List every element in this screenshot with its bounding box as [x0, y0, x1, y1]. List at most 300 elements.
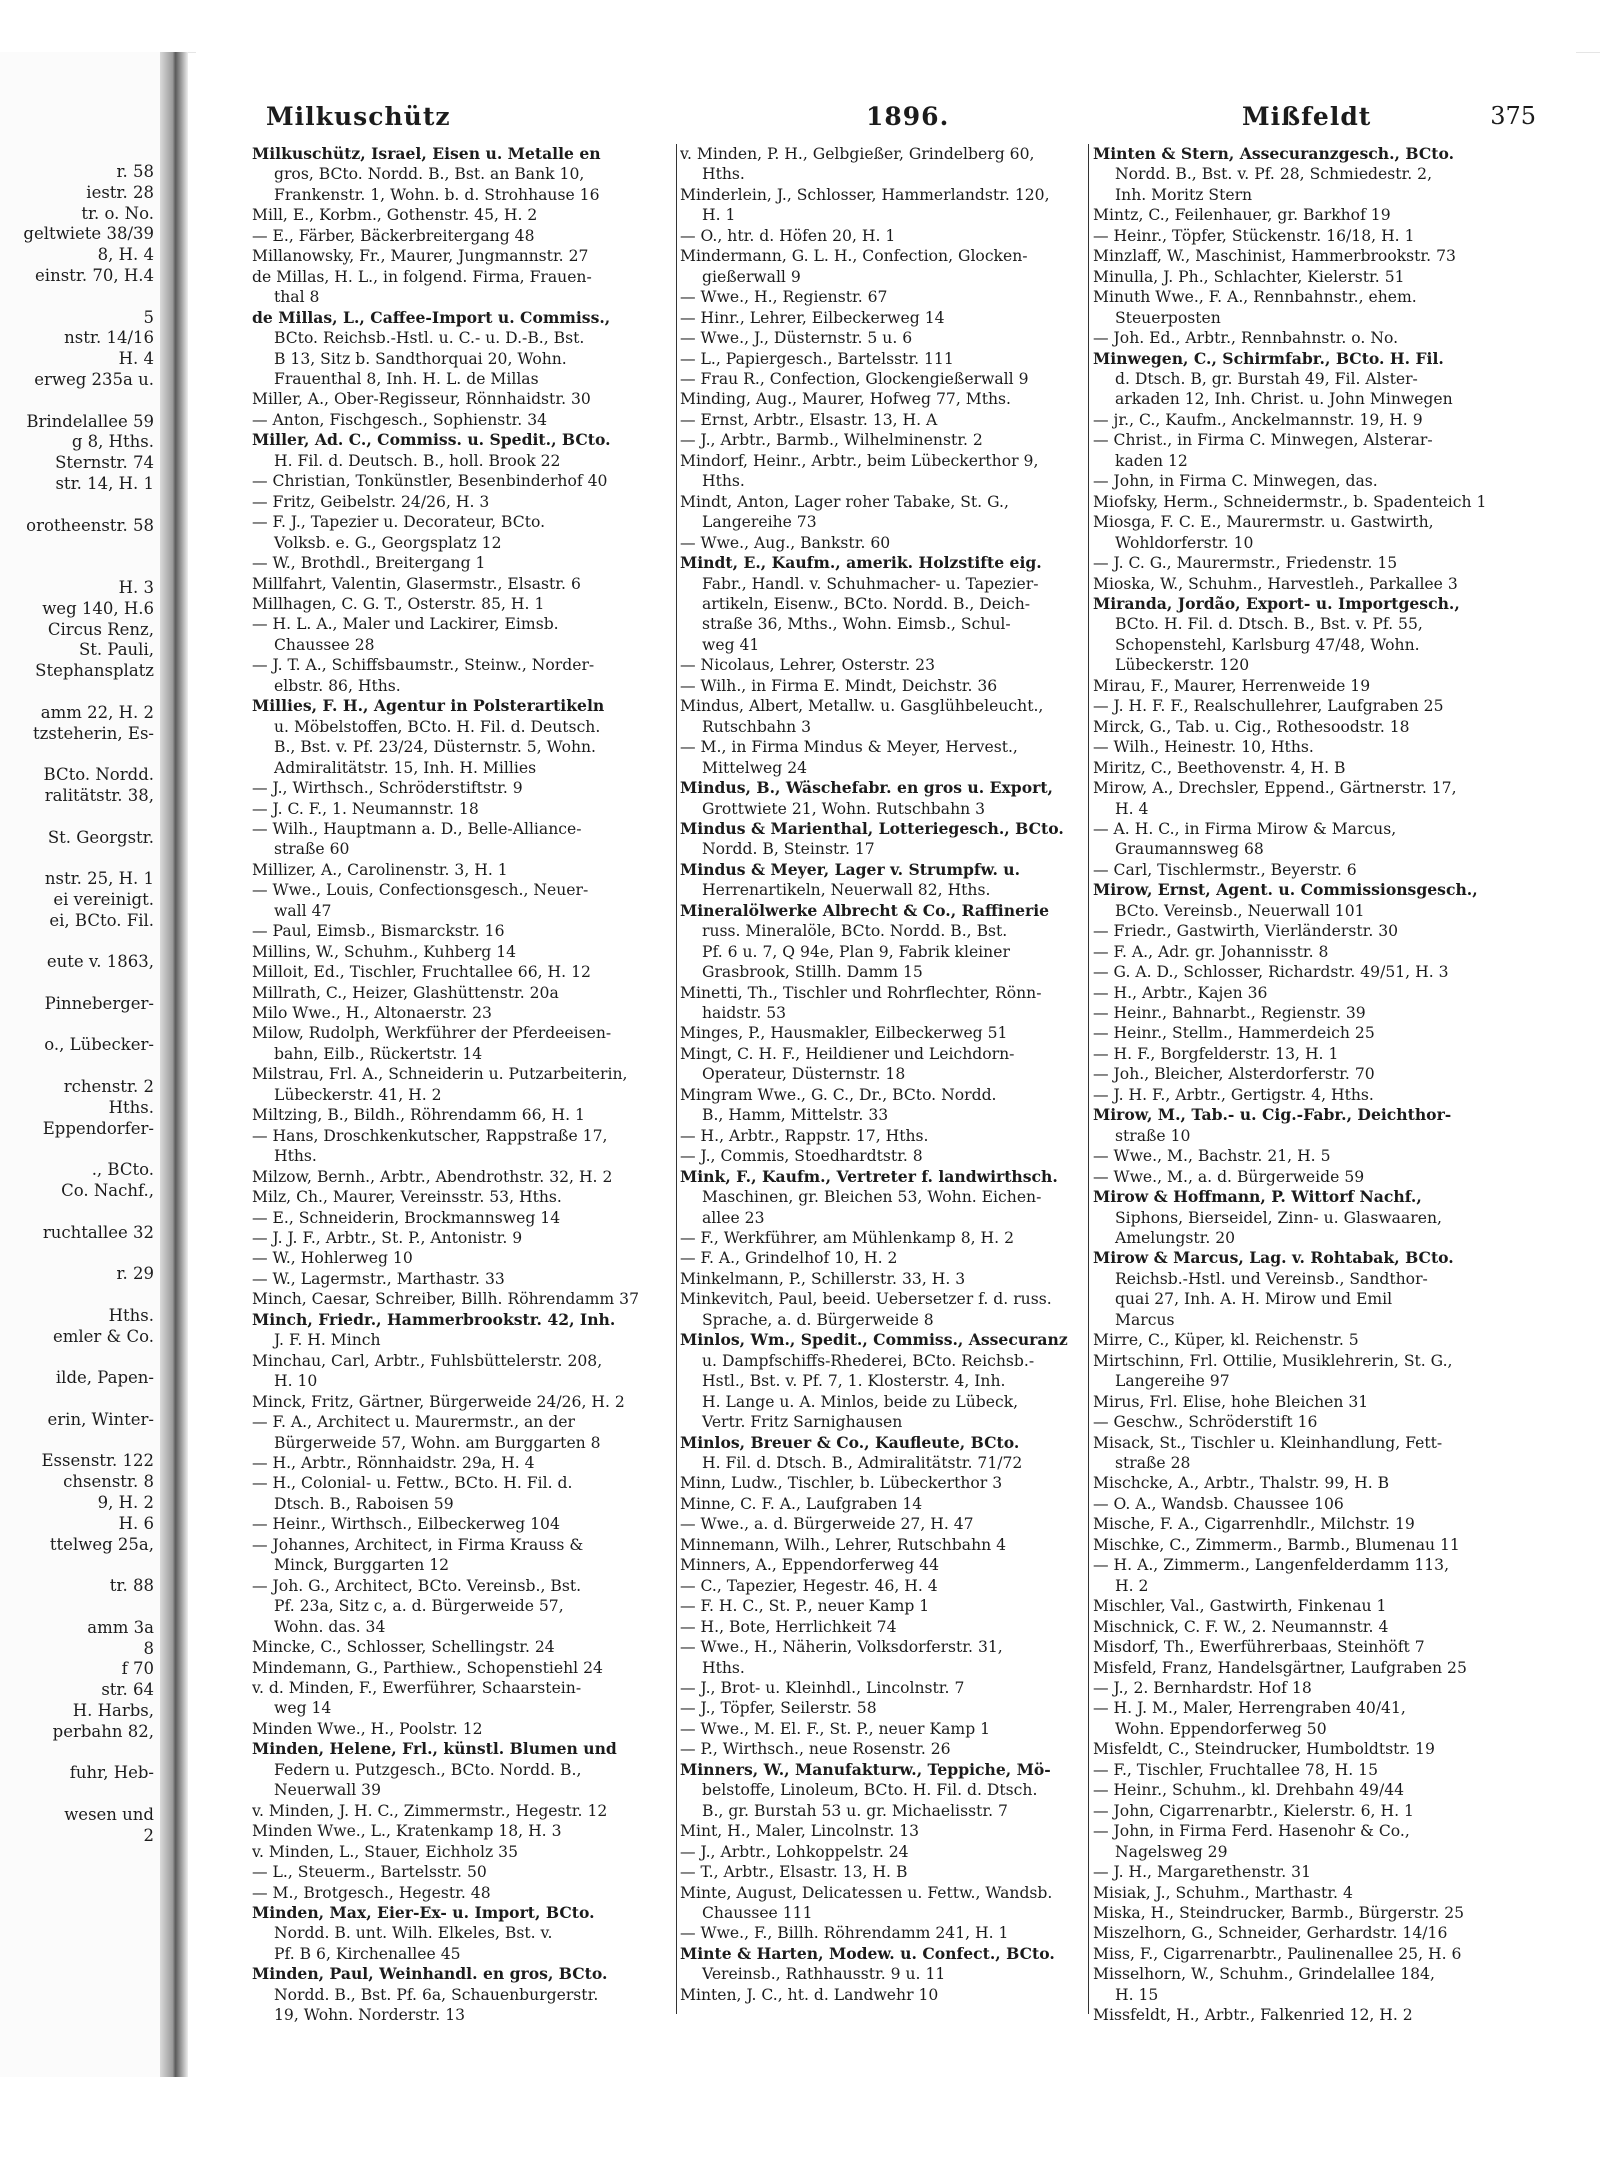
column-rule-1 [676, 144, 677, 2014]
directory-entry-line: Maschinen, gr. Bleichen 53, Wohn. Eichen- [702, 1188, 1042, 1207]
facing-page-line [0, 557, 158, 578]
directory-entry-line: Milzow, Bernh., Arbtr., Abendrothstr. 32, H. 2 [252, 1167, 613, 1186]
directory-entry-line: wall 47 [274, 901, 332, 920]
directory-entry-line: H. 2 [1115, 1576, 1149, 1595]
directory-entry-line: Pf. 6 u. 7, Q 94e, Plan 9, Fabrik kleiner [702, 942, 1010, 961]
facing-page-line [0, 1431, 158, 1452]
directory-entry-line: Mint, H., Maler, Lincolnstr. 13 [680, 1822, 920, 1841]
directory-entry-line: — Nicolaus, Lehrer, Osterstr. 23 [680, 656, 936, 675]
directory-entry-line: Minte, August, Delicatessen u. Fettw., Wandsb. [680, 1883, 1053, 1902]
directory-entry-line: de Millas, L., Caffee-Import u. Commiss., [252, 307, 611, 327]
directory-entry-line: BCto. Vereinsb., Neuerwall 101 [1115, 901, 1365, 920]
directory-entry-line: Minne, C. F. A., Laufgraben 14 [680, 1494, 923, 1513]
facing-page-line: einstr. 70, H.4 [35, 265, 154, 285]
directory-entry-line: v. d. Minden, F., Ewerführer, Schaarstein- [252, 1678, 582, 1697]
directory-entry-line: Minden, Paul, Weinhandl. en gros, BCto. [252, 1964, 608, 1984]
directory-entry-line: Miosga, F. C. E., Maurermstr. u. Gastwirth, [1093, 513, 1434, 532]
directory-entry-line: Mindt, Anton, Lager roher Tabake, St. G., [680, 492, 1009, 511]
facing-page-line: erweg 235a u. [34, 369, 154, 389]
directory-entry-line: — F. J., Tapezier u. Decorateur, BCto. [252, 513, 546, 532]
facing-page-line: Hths. [108, 1305, 154, 1325]
directory-entry-line: Hstl., Bst. v. Pf. 7, 1. Klosterstr. 4, Inh. [702, 1372, 1006, 1391]
directory-entry-line: — Wwe., H., Regienstr. 67 [680, 288, 888, 307]
facing-page-line [0, 848, 158, 869]
directory-entry-line: — W., Brothdl., Breitergang 1 [252, 554, 486, 573]
directory-entry-line: — Ernst, Arbtr., Elsastr. 13, H. A [680, 410, 938, 429]
directory-entry-line: — Paul, Eimsb., Bismarckstr. 16 [252, 922, 505, 941]
directory-entry-line: Volksb. e. G., Georgsplatz 12 [274, 533, 502, 552]
facing-page-line: r. 29 [116, 1264, 154, 1284]
facing-page-line [0, 931, 158, 952]
facing-page-line [0, 1597, 158, 1618]
facing-page-line: Brindelallee 59 [26, 411, 154, 431]
directory-entry-line: — W., Lagermstr., Marthastr. 33 [252, 1269, 505, 1288]
directory-entry-line: Mirow, M., Tab.- u. Cig.-Fabr., Deichthor- [1093, 1105, 1452, 1125]
directory-entry-line: — J., Arbtr., Lohkoppelstr. 24 [680, 1842, 909, 1861]
directory-entry-line: Millrath, C., Heizer, Glashüttenstr. 20a [252, 983, 559, 1002]
directory-entry-line: Miller, Ad. C., Commiss. u. Spedit., BCto. [252, 430, 611, 450]
directory-entry-line: Mittelweg 24 [702, 758, 808, 777]
facing-page-line: rchenstr. 2 [63, 1077, 154, 1097]
directory-entry-line: — F. A., Grindelhof 10, H. 2 [680, 1249, 898, 1268]
facing-page-line [0, 1389, 158, 1410]
directory-entry-line: — T., Arbtr., Elsastr. 13, H. B [680, 1863, 908, 1882]
page-number: 375 [1490, 102, 1536, 130]
facing-page-line: ruchtallee 32 [42, 1222, 154, 1242]
directory-entry-line: Minden, Helene, Frl., künstl. Blumen und [252, 1739, 617, 1759]
directory-entry-line: — Wilh., in Firma E. Mindt, Deichstr. 36 [680, 676, 998, 695]
directory-entry-line: Misiak, J., Schuhm., Marthastr. 4 [1093, 1883, 1353, 1902]
directory-entry-line: Minulla, J. Ph., Schlachter, Kielerstr. 51 [1093, 267, 1405, 286]
directory-entry-line: — Heinr., Wirthsch., Eilbeckerweg 104 [252, 1515, 560, 1534]
directory-entry-line: H. Fil. d. Deutsch. B., holl. Brook 22 [274, 451, 561, 470]
directory-entry-line: Inh. Moritz Stern [1115, 185, 1253, 204]
directory-entry-line: Minderlein, J., Schlosser, Hammerlandstr. 120, [680, 185, 1050, 204]
directory-entry-line: — O. A., Wandsb. Chaussee 106 [1093, 1494, 1344, 1513]
directory-entry-line: artikeln, Eisenw., BCto. Nordd. B., Deich- [702, 594, 1031, 613]
directory-entry-line: Chaussee 111 [702, 1903, 813, 1922]
directory-entry-line: Minkevitch, Paul, beeid. Uebersetzer f. d. russ. [680, 1290, 1052, 1309]
directory-entry-line: — F., Tischler, Fruchtallee 78, H. 15 [1093, 1760, 1379, 1779]
directory-column-3 [1093, 144, 1521, 2026]
directory-entry-line: straße 60 [274, 840, 350, 859]
directory-entry-line: — Heinr., Töpfer, Stückenstr. 16/18, H. 1 [1093, 226, 1415, 245]
directory-entry-line: — W., Hohlerweg 10 [252, 1249, 413, 1268]
directory-entry-line: Minlos, Breuer & Co., Kaufleute, BCto. [680, 1432, 1020, 1452]
directory-entry-line: bahn, Eilb., Rückertstr. 14 [274, 1044, 483, 1063]
facing-page-line: 8 [143, 1638, 154, 1658]
facing-page-line: tr. 88 [109, 1576, 154, 1596]
directory-entry-line: Minkelmann, P., Schillerstr. 33, H. 3 [680, 1269, 966, 1288]
directory-entry-line: Miszelhorn, G., Schneider, Gerhardstr. 14/16 [1093, 1924, 1448, 1943]
directory-entry-line: Mincke, C., Schlosser, Schellingstr. 24 [252, 1638, 555, 1657]
directory-entry-line: Misfeld, Franz, Handelsgärtner, Laufgraben 25 [1093, 1658, 1467, 1677]
facing-page-line: iestr. 28 [86, 182, 154, 202]
directory-entry-line: — H., Colonial- u. Fettw., BCto. H. Fil. d. [252, 1474, 573, 1493]
directory-entry-line: — H. A., Zimmerm., Langenfelderdamm 113, [1093, 1556, 1450, 1575]
directory-entry-line: kaden 12 [1115, 451, 1188, 470]
facing-page-line: H. 4 [118, 349, 154, 369]
directory-entry-line: Mirow & Hoffmann, P. Wittorf Nachf., [1093, 1187, 1422, 1207]
header-last-entry: Mißfeldt [1242, 102, 1372, 131]
facing-page-line: St. Georgstr. [47, 827, 154, 847]
facing-page-line [0, 1743, 158, 1764]
directory-entry-line: — J. H. F. F., Realschullehrer, Laufgraben 25 [1093, 697, 1444, 716]
directory-entry-line: — E., Schneiderin, Brockmannsweg 14 [252, 1208, 561, 1227]
directory-entry-line: — Christ., in Firma C. Minwegen, Alsterar- [1093, 431, 1433, 450]
directory-entry-line: Grottwiete 21, Wohn. Rutschbahn 3 [702, 799, 986, 818]
directory-entry-line: — J., Töpfer, Seilerstr. 58 [680, 1699, 877, 1718]
directory-entry-line: — J., Commis, Stoedhardtstr. 8 [680, 1147, 923, 1166]
directory-entry-line: — Johannes, Architect, in Firma Krauss & [252, 1535, 584, 1554]
directory-entry-line: haidstr. 53 [702, 1004, 787, 1023]
facing-page-line [0, 1139, 158, 1160]
facing-page-line: H. Harbs, [72, 1700, 154, 1720]
book-gutter [160, 52, 188, 2077]
facing-page-line: ei vereinigt. [53, 889, 154, 909]
directory-entry-line: Miranda, Jordão, Export- u. Importgesch., [1093, 593, 1460, 613]
directory-entry-line: Mindermann, G. L. H., Confection, Glocken- [680, 247, 1028, 266]
directory-entry-line: u. Dampfschiffs-Rhederei, BCto. Reichsb.- [702, 1351, 1035, 1370]
facing-page-line: emler & Co. [52, 1326, 154, 1346]
directory-entry-line: Vereinsb., Rathhausstr. 9 u. 11 [702, 1965, 946, 1984]
facing-page-line: amm 3a [87, 1617, 154, 1637]
directory-entry-line: — Wwe., M., Bachstr. 21, H. 5 [1093, 1147, 1331, 1166]
directory-entry-line: Mindus, B., Wäschefabr. en gros u. Export, [680, 778, 1053, 798]
directory-entry-line: Mindus & Marienthal, Lotteriegesch., BCto. [680, 818, 1064, 838]
directory-entry-line: Minges, P., Hausmakler, Eilbeckerweg 51 [680, 1024, 1008, 1043]
directory-entry-line: Mindorf, Heinr., Arbtr., beim Lübeckerthor 9, [680, 451, 1039, 470]
directory-entry-line: — Joh., Bleicher, Alsterdorferstr. 70 [1093, 1065, 1375, 1084]
directory-entry-line: — Heinr., Schuhm., kl. Drehbahn 49/44 [1093, 1781, 1405, 1800]
directory-entry-line: — H. L. A., Maler und Lackirer, Eimsb. [252, 615, 559, 634]
directory-column-1 [252, 144, 670, 2026]
directory-entry-line: Sprache, a. d. Bürgerweide 8 [702, 1310, 934, 1329]
directory-entry-line: — A. H. C., in Firma Mirow & Marcus, [1093, 819, 1397, 838]
directory-entry-line: gros, BCto. Nordd. B., Bst. an Bank 10, [274, 165, 585, 184]
directory-entry-line: Lübeckerstr. 41, H. 2 [274, 1085, 442, 1104]
directory-entry-line: — H., Arbtr., Rappstr. 17, Hths. [680, 1126, 929, 1145]
directory-entry-line: Missfeldt, H., Arbtr., Falkenried 12, H. 2 [1093, 2006, 1413, 2025]
directory-entry-line: — H., Arbtr., Kajen 36 [1093, 983, 1268, 1002]
directory-entry-line: — Wilh., Heinestr. 10, Hths. [1093, 738, 1314, 757]
directory-entry-line: Graumannsweg 68 [1115, 840, 1264, 859]
facing-page-line [0, 495, 158, 516]
directory-entry-line: — O., htr. d. Höfen 20, H. 1 [680, 226, 896, 245]
directory-entry-line: — Wwe., Louis, Confectionsgesch., Neuer- [252, 881, 589, 900]
directory-entry-line: — Wwe., Aug., Bankstr. 60 [680, 533, 891, 552]
directory-entry-line: u. Möbelstoffen, BCto. H. Fil. d. Deutsch. [274, 717, 601, 736]
directory-entry-line: Steuerposten [1115, 308, 1221, 327]
directory-entry-line: Nordd. B. unt. Wilh. Elkeles, Bst. v. [274, 1924, 553, 1943]
directory-entry-line: — Wwe., M., a. d. Bürgerweide 59 [1093, 1167, 1365, 1186]
directory-entry-line: — J., 2. Bernhardstr. Hof 18 [1093, 1678, 1312, 1697]
directory-entry-line: — J., Wirthsch., Schröderstiftstr. 9 [252, 779, 523, 798]
directory-entry-line: — John, Cigarrenarbtr., Kielerstr. 6, H. 1 [1093, 1801, 1414, 1820]
directory-entry-line: Mirus, Frl. Elise, hohe Bleichen 31 [1093, 1392, 1369, 1411]
header-year: 1896. [866, 102, 950, 131]
directory-entry-line: H. 15 [1115, 1985, 1159, 2004]
directory-entry-line: Marcus [1115, 1310, 1175, 1329]
directory-entry-line: Millanowsky, Fr., Maurer, Jungmannstr. 27 [252, 247, 589, 266]
directory-entry-line: Minwegen, C., Schirmfabr., BCto. H. Fil. [1093, 348, 1444, 368]
directory-entry-line: Dtsch. B., Raboisen 59 [274, 1494, 454, 1513]
directory-entry-line: Minte & Harten, Modew. u. Confect., BCto. [680, 1943, 1055, 1963]
directory-page [196, 52, 1576, 2082]
facing-page [0, 52, 160, 2077]
directory-entry-line: — J. H. F., Arbtr., Gertigstr. 4, Hths. [1093, 1085, 1374, 1104]
directory-entry-line: Neuerwall 39 [274, 1781, 382, 1800]
facing-page-line: g 8, Hths. [71, 432, 154, 452]
facing-page-line: chsenstr. 8 [63, 1472, 154, 1492]
directory-entry-line: — J., Arbtr., Barmb., Wilhelminenstr. 2 [680, 431, 983, 450]
directory-entry-line: — F. A., Adr. gr. Johannisstr. 8 [1093, 942, 1329, 961]
directory-entry-line: J. F. H. Minch [274, 1331, 381, 1350]
directory-entry-line: Minuth Wwe., F. A., Rennbahnstr., ehem. [1093, 288, 1417, 307]
facing-page-line [0, 1202, 158, 1223]
directory-entry-line: Grasbrook, Stillh. Damm 15 [702, 963, 923, 982]
directory-entry-line: B., Bst. v. Pf. 23/24, Düsternstr. 5, Wohn. [274, 738, 597, 757]
directory-entry-line: Amelungstr. 20 [1115, 1229, 1236, 1248]
facing-page-line: wesen und [64, 1804, 154, 1824]
directory-entry-line: Lübeckerstr. 120 [1115, 656, 1250, 675]
scan-bottom-margin [0, 2077, 1600, 2177]
directory-entry-line: — Geschw., Schröderstift 16 [1093, 1413, 1318, 1432]
directory-entry-line: Minners, W., Manufakturw., Teppiche, Mö- [680, 1759, 1051, 1779]
facing-page-line [0, 682, 158, 703]
directory-entry-line: allee 23 [702, 1208, 765, 1227]
directory-entry-line: Mineralölwerke Albrecht & Co., Raffinerie [680, 900, 1050, 920]
directory-entry-line: — F., Werkführer, am Mühlenkamp 8, H. 2 [680, 1229, 1014, 1248]
directory-entry-line: Reichsb.-Hstl. und Vereinsb., Sandthor- [1115, 1269, 1428, 1288]
header-first-entry: Milkuschütz [266, 102, 451, 131]
directory-entry-line: Mindus & Meyer, Lager v. Strumpfw. u. [680, 859, 1021, 879]
facing-page-line: nstr. 14/16 [64, 328, 154, 348]
directory-entry-line: Admiralitätstr. 15, Inh. H. Millies [274, 758, 537, 777]
directory-entry-line: — jr., C., Kaufm., Anckelmannstr. 19, H. 9 [1093, 410, 1423, 429]
directory-entry-line: Hths. [274, 1147, 317, 1166]
directory-entry-line: — G. A. D., Schlosser, Richardstr. 49/51, H. 3 [1093, 963, 1449, 982]
directory-entry-line: Millins, W., Schuhm., Kuhberg 14 [252, 942, 517, 961]
directory-entry-line: v. Minden, L., Stauer, Eichholz 35 [252, 1842, 519, 1861]
facing-page-line [0, 1347, 158, 1368]
directory-entry-line: straße 36, Mths., Wohn. Eimsb., Schul- [702, 615, 1011, 634]
directory-entry-line: — Wwe., J., Düsternstr. 5 u. 6 [680, 329, 913, 348]
directory-entry-line: russ. Mineralöle, BCto. Nordd. B., Bst. [702, 922, 1008, 941]
directory-entry-line: Mindemann, G., Parthiew., Schopenstiehl 24 [252, 1658, 603, 1677]
directory-entry-line: Mirow, Ernst, Agent. u. Commissionsgesch., [1093, 880, 1478, 900]
directory-entry-line: Minners, A., Eppendorferweg 44 [680, 1556, 940, 1575]
directory-entry-line: Mirtschinn, Frl. Ottilie, Musiklehrerin, St. G., [1093, 1351, 1453, 1370]
directory-entry-line: Mirau, F., Maurer, Herrenweide 19 [1093, 676, 1371, 695]
directory-entry-line: v. Minden, J. H. C., Zimmermstr., Hegestr. 12 [252, 1801, 608, 1820]
directory-entry-line: Minding, Aug., Maurer, Hofweg 77, Mths. [680, 390, 1011, 409]
facing-page-line: f 70 [121, 1659, 154, 1679]
facing-page-line: ., BCto. [91, 1160, 154, 1180]
directory-entry-line: Mischke, C., Zimmerm., Barmb., Blumenau 11 [1093, 1535, 1460, 1554]
directory-entry-line: Miofsky, Herm., Schneidermstr., b. Spadenteich 1 [1093, 492, 1487, 511]
facing-page-line: Pinneberger- [44, 993, 154, 1013]
directory-entry-line: weg 14 [274, 1699, 332, 1718]
directory-entry-line: Mingram Wwe., G. C., Dr., BCto. Nordd. [680, 1085, 997, 1104]
directory-entry-line: Mischnick, C. F. W., 2. Neumannstr. 4 [1093, 1617, 1389, 1636]
facing-page-line: Stephansplatz [35, 661, 154, 681]
directory-entry-line: — J. J. F., Arbtr., St. P., Antonistr. 9 [252, 1229, 523, 1248]
facing-page-line [0, 807, 158, 828]
facing-page-line: H. 6 [118, 1513, 154, 1533]
directory-entry-line: Misack, St., Tischler u. Kleinhandlung, Fett- [1093, 1433, 1443, 1452]
facing-page-text-fragments [0, 162, 158, 1847]
directory-entry-line: — John, in Firma Ferd. Hasenohr & Co., [1093, 1822, 1410, 1841]
directory-entry-line: Mingt, C. H. F., Heildiener und Leichdorn- [680, 1044, 1015, 1063]
directory-entry-line: Minchau, Carl, Arbtr., Fuhlsbüttelerstr. 208, [252, 1351, 603, 1370]
directory-entry-line: Hths. [702, 472, 745, 491]
directory-entry-line: Mische, F. A., Cigarrenhdlr., Milchstr. 19 [1093, 1515, 1415, 1534]
directory-entry-line: Schopenstehl, Karlsburg 47/48, Wohn. [1115, 635, 1420, 654]
facing-page-line [0, 1784, 158, 1805]
facing-page-line: St. Pauli, [78, 640, 154, 660]
facing-page-line: fuhr, Heb- [69, 1763, 154, 1783]
facing-page-line: amm 22, H. 2 [40, 702, 154, 722]
directory-entry-line: Millies, F. H., Agentur in Polsterartikeln [252, 696, 605, 716]
directory-entry-line: Bürgerweide 57, Wohn. am Burggarten 8 [274, 1433, 601, 1452]
directory-entry-line: — Joh. Ed., Arbtr., Rennbahnstr. o. No. [1093, 329, 1399, 348]
directory-entry-line: H. 4 [1115, 799, 1149, 818]
directory-entry-line: Milkuschütz, Israel, Eisen u. Metalle en [252, 144, 601, 163]
facing-page-line: ttelweg 25a, [49, 1534, 154, 1554]
directory-entry-line: — J. T. A., Schiffsbaumstr., Steinw., Norder- [252, 656, 595, 675]
facing-page-line: eute v. 1863, [46, 952, 154, 972]
directory-entry-line: — L., Steuerm., Bartelsstr. 50 [252, 1863, 487, 1882]
directory-entry-line: Miritz, C., Beethovenstr. 4, H. B [1093, 758, 1346, 777]
directory-entry-line: — Heinr., Bahnarbt., Regienstr. 39 [1093, 1004, 1366, 1023]
directory-entry-line: Minnemann, Wilh., Lehrer, Rutschbahn 4 [680, 1535, 1007, 1554]
directory-entry-line: Minch, Caesar, Schreiber, Billh. Röhrendamm 37 [252, 1290, 640, 1309]
directory-entry-line: straße 10 [1115, 1126, 1191, 1145]
facing-page-line [0, 1015, 158, 1036]
facing-page-line: BCto. Nordd. [43, 765, 154, 785]
directory-entry-line: Minden Wwe., H., Poolstr. 12 [252, 1719, 483, 1738]
directory-entry-line: Minten, J. C., ht. d. Landwehr 10 [680, 1985, 939, 2004]
directory-entry-line: v. Minden, P. H., Gelbgießer, Grindelberg 60, [680, 145, 1035, 163]
directory-entry-line: Miller, A., Ober-Regisseur, Rönnhaidstr. 30 [252, 390, 591, 409]
directory-entry-line: de Millas, H. L., in folgend. Firma, Frauen- [252, 267, 592, 286]
facing-page-line: Essenstr. 122 [41, 1451, 154, 1471]
directory-entry-line: Milo Wwe., H., Altonaerstr. 23 [252, 1004, 492, 1023]
directory-entry-line: Mischcke, A., Arbtr., Thalstr. 99, H. B [1093, 1474, 1390, 1493]
directory-entry-line: Siphons, Bierseidel, Zinn- u. Glaswaaren, [1115, 1208, 1442, 1227]
directory-entry-line: — Fritz, Geibelstr. 24/26, H. 3 [252, 492, 490, 511]
directory-entry-line: — Wwe., a. d. Bürgerweide 27, H. 47 [680, 1515, 974, 1534]
facing-page-line: geltwiete 38/39 [23, 224, 154, 244]
facing-page-line: ralitätstr. 38, [44, 785, 154, 805]
directory-entry-line: B 13, Sitz b. Sandthorquai 20, Wohn. [274, 349, 567, 368]
directory-entry-line: — Frau R., Confection, Glockengießerwall 9 [680, 369, 1029, 388]
directory-entry-line: Milow, Rudolph, Werkführer der Pferdeeisen- [252, 1024, 612, 1043]
directory-entry-line: Milstrau, Frl. A., Schneiderin u. Putzarbeiterin, [252, 1065, 628, 1084]
facing-page-line: ei, BCto. Fil. [49, 910, 154, 930]
directory-entry-line: Wohldorferstr. 10 [1115, 533, 1254, 552]
directory-entry-line: Miska, H., Steindrucker, Barmb., Bürgerstr. 25 [1093, 1903, 1465, 1922]
directory-entry-line: — H. F., Borgfelderstr. 13, H. 1 [1093, 1044, 1339, 1063]
facing-page-line [0, 1285, 158, 1306]
directory-entry-line: Mioska, W., Schuhm., Harvestleh., Parkallee 3 [1093, 574, 1458, 593]
directory-entry-line: Nagelsweg 29 [1115, 1842, 1228, 1861]
facing-page-line [0, 1243, 158, 1264]
directory-entry-line: B., gr. Burstah 53 u. gr. Michaelisstr. 7 [702, 1801, 1008, 1820]
directory-entry-line: Misdorf, Th., Ewerführerbaas, Steinhöft 7 [1093, 1638, 1425, 1657]
directory-entry-line: Minetti, Th., Tischler und Rohrflechter, Rönn- [680, 983, 1042, 1002]
directory-entry-line: Langereihe 97 [1115, 1372, 1230, 1391]
directory-entry-line: Vertr. Fritz Sarnighausen [702, 1413, 903, 1432]
directory-entry-line: Mintz, C., Feilenhauer, gr. Barkhof 19 [1093, 206, 1391, 225]
directory-entry-line: B., Hamm, Mittelstr. 33 [702, 1106, 889, 1125]
directory-entry-line: Frauenthal 8, Inh. H. L. de Millas [274, 369, 539, 388]
running-header [266, 102, 1556, 138]
directory-entry-line: — M., in Firma Mindus & Meyer, Hervest., [680, 738, 1018, 757]
directory-entry-line: Mirow & Marcus, Lag. v. Rohtabak, BCto. [1093, 1248, 1454, 1268]
directory-entry-line: Miss, F., Cigarrenarbtr., Paulinenallee 25, H. 6 [1093, 1944, 1462, 1963]
directory-entry-line: H. Fil. d. Dtsch. B., Admiralitätstr. 71/72 [702, 1454, 1023, 1472]
directory-entry-line: Minden, Max, Eier-Ex- u. Import, BCto. [252, 1902, 595, 1922]
directory-entry-line: Mirck, G., Tab. u. Cig., Rothesoodstr. 18 [1093, 717, 1410, 736]
directory-entry-line: — Christian, Tonkünstler, Besenbinderhof 40 [252, 472, 608, 491]
facing-page-line: Co. Nachf., [61, 1181, 154, 1201]
directory-entry-line: Minch, Friedr., Hammerbrookstr. 42, Inh. [252, 1309, 616, 1329]
directory-entry-line: — Wilh., Hauptmann a. D., Belle-Alliance- [252, 819, 582, 838]
directory-entry-line: BCto. Reichsb.-Hstl. u. C.- u. D.-B., Bst. [274, 329, 585, 348]
directory-entry-line: — Carl, Tischlermstr., Beyerstr. 6 [1093, 860, 1357, 879]
directory-entry-line: Mill, E., Korbm., Gothenstr. 45, H. 2 [252, 206, 538, 225]
facing-page-line: Sternstr. 74 [55, 453, 154, 473]
facing-page-line: tr. o. No. [81, 203, 154, 223]
directory-entry-line: weg 41 [702, 635, 760, 654]
directory-entry-line: d. Dtsch. B, gr. Burstah 49, Fil. Alster- [1115, 369, 1418, 388]
facing-page-line: 2 [143, 1825, 154, 1845]
directory-entry-line: — H. J. M., Maler, Herrengraben 40/41, [1093, 1699, 1406, 1718]
facing-page-line: Eppendorfer- [42, 1118, 154, 1138]
directory-entry-line: 19, Wohn. Norderstr. 13 [274, 2006, 466, 2025]
directory-entry-line: Nordd. B., Bst. Pf. 6a, Schauenburgerstr. [274, 1985, 599, 2004]
directory-entry-line: Mindus, Albert, Metallw. u. Gasglühbeleucht., [680, 697, 1044, 716]
directory-entry-line: Mink, F., Kaufm., Vertreter f. landwirthsch. [680, 1166, 1058, 1186]
facing-page-line [0, 1555, 158, 1576]
directory-entry-line: Pf. B 6, Kirchenallee 45 [274, 1944, 461, 1963]
directory-entry-line: quai 27, Inh. A. H. Mirow und Emil [1115, 1290, 1393, 1309]
directory-entry-line: thal 8 [274, 288, 320, 307]
directory-entry-line: gießerwall 9 [702, 267, 801, 286]
directory-entry-line: Pf. 23a, Sitz c, a. d. Bürgerweide 57, [274, 1597, 564, 1616]
directory-entry-line: Miltzing, B., Bildh., Röhrendamm 66, H. 1 [252, 1106, 585, 1125]
directory-entry-line: Frankenstr. 1, Wohn. b. d. Strohhause 16 [274, 185, 600, 204]
directory-entry-line: — J. C. G., Maurermstr., Friedenstr. 15 [1093, 554, 1398, 573]
facing-page-line: Hths. [108, 1097, 154, 1117]
directory-entry-line: Langereihe 73 [702, 513, 817, 532]
directory-entry-line: Rutschbahn 3 [702, 717, 812, 736]
directory-entry-line: Milz, Ch., Maurer, Vereinsstr. 53, Hths. [252, 1188, 562, 1207]
directory-entry-line: BCto. H. Fil. d. Dtsch. B., Bst. v. Pf. 55, [1115, 615, 1423, 634]
directory-entry-line: Millfahrt, Valentin, Glasermstr., Elsastr. 6 [252, 574, 581, 593]
directory-entry-line: — J., Brot- u. Kleinhdl., Lincolnstr. 7 [680, 1678, 965, 1697]
directory-entry-line: Millhagen, C. G. T., Osterstr. 85, H. 1 [252, 594, 545, 613]
facing-page-line: nstr. 25, H. 1 [44, 869, 154, 889]
facing-page-line: tzsteherin, Es- [33, 723, 154, 743]
directory-entry-line: Operateur, Düsternstr. 18 [702, 1065, 906, 1084]
facing-page-line [0, 287, 158, 308]
directory-entry-line: Minten & Stern, Assecuranzgesch., BCto. [1093, 144, 1455, 163]
directory-entry-line: — J. H., Margarethenstr. 31 [1093, 1863, 1311, 1882]
directory-entry-line: Chaussee 28 [274, 635, 375, 654]
